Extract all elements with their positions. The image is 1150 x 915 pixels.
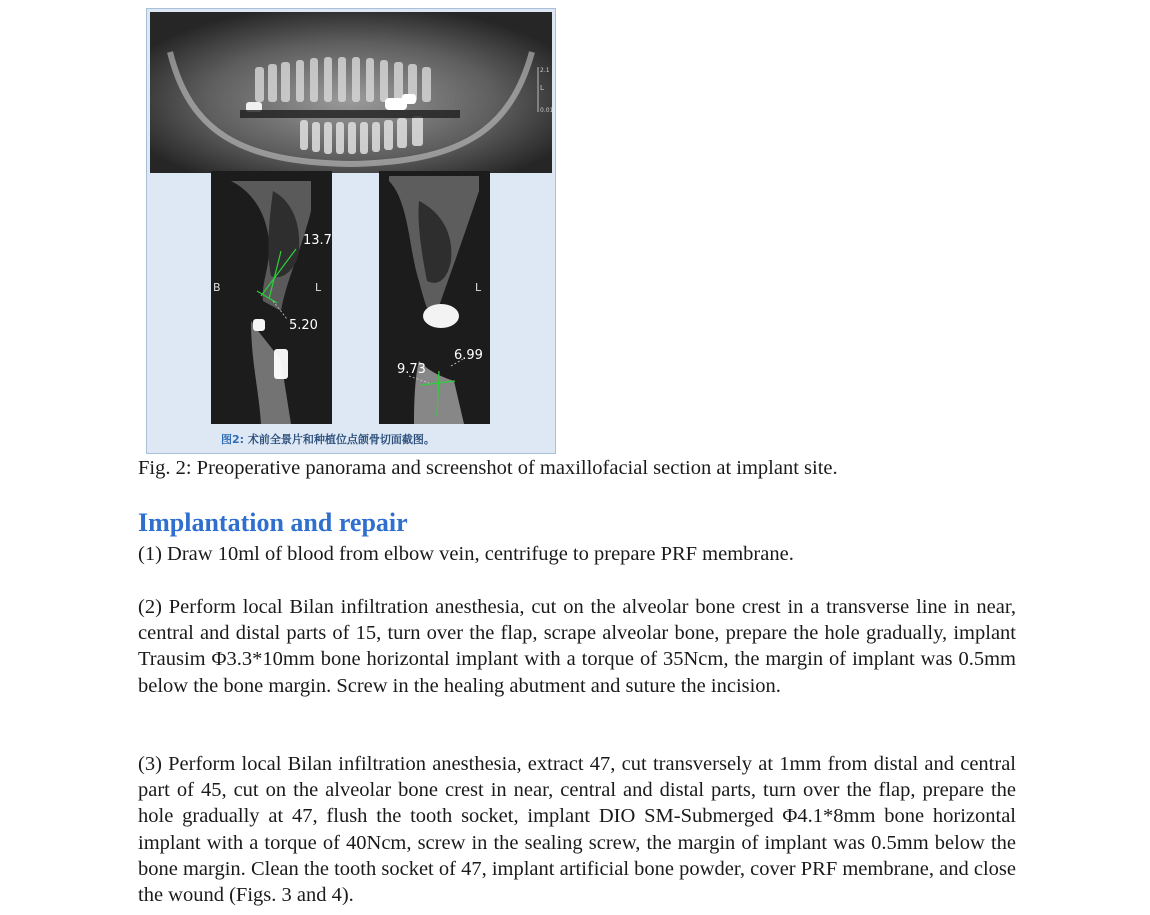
panoramic-radiograph xyxy=(150,12,552,173)
ct-right-measure-left: 9.73 xyxy=(397,362,426,377)
figure-caption-chinese-label: 图2: xyxy=(221,433,245,446)
figure-caption: Fig. 2: Preoperative panorama and screenshot of maxillofacial section at implant site. xyxy=(138,457,838,479)
figure-caption-chinese xyxy=(221,431,435,447)
paragraph-2: (2) Perform local Bilan infiltration anesthesia, cut on the alveolar bone crest in a transverse line in near, central and distal parts of 15, turn over the flap, scrape alveolar bone, prepare the hole gradually, implant Trausim Φ3.3*10mm bone horizontal implant with a torque of 35Ncm, the margin of implant was 0.5mm below the bone margin. Screw in the healing abutment and suture the incision. xyxy=(138,596,1016,697)
paragraph-1: (1) Draw 10ml of blood from elbow vein, centrifuge to prepare PRF membrane. xyxy=(138,543,794,565)
ct-section-right xyxy=(379,171,490,424)
ct-section-left xyxy=(211,171,332,424)
ct-right-label-l: L xyxy=(475,281,482,294)
ct-left-label-b: B xyxy=(213,281,221,294)
ct-left-measure-top: 13.7 xyxy=(303,233,332,248)
figure-caption-chinese-text: 术前全景片和种植位点颌骨切面截图。 xyxy=(244,433,435,446)
figure-2 xyxy=(146,8,556,454)
pano-scale-mid: L xyxy=(540,84,544,92)
paragraph-3: (3) Perform local Bilan infiltration anesthesia, extract 47, cut transversely at 1mm from distal and central part of 45, cut on the alveolar bone crest in near, central and distal parts, turn over the flap, prepare the hole gradually at 47, flush the tooth socket, implant DIO SM-Submerged Φ4.1*8mm bone horizontal implant with a torque of 40Ncm, screw in the sealing screw, the margin of implant was 0.5mm below the bone margin. Clean the tooth socket of 47, implant artificial bone powder, cover PRF membrane, and close the wound (Figs. 3 and 4). xyxy=(138,753,1016,907)
section-heading: Implantation and repair xyxy=(138,508,408,537)
pano-scale-bottom: 0.01 xyxy=(540,107,554,114)
pano-scale-top: 2.1 xyxy=(540,67,550,74)
ct-right-measure-right: 6.99 xyxy=(454,348,483,363)
ct-left-measure-bottom: 5.20 xyxy=(289,318,318,333)
ct-left-label-l: L xyxy=(315,281,322,294)
